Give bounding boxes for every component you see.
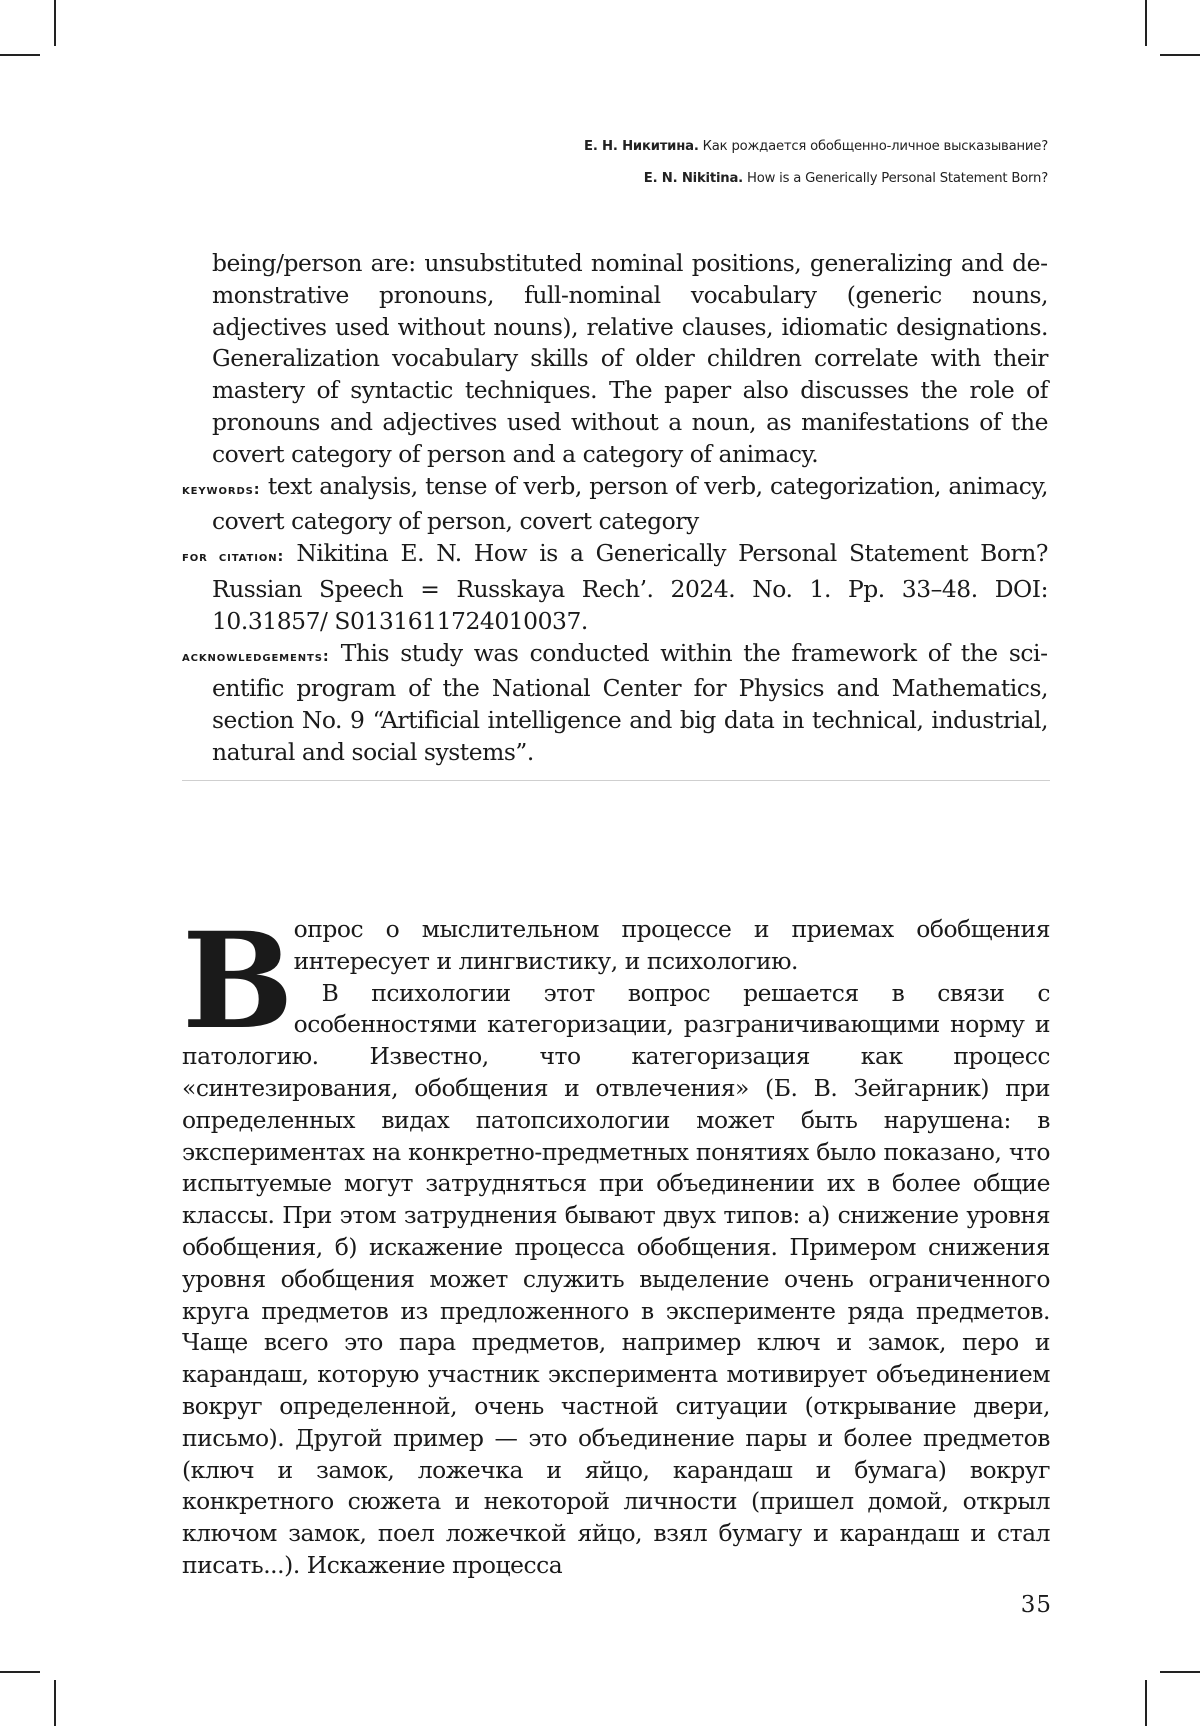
abstract-block (182, 248, 1048, 769)
page-number: 35 (1020, 1592, 1052, 1618)
keywords-entry (182, 471, 1048, 539)
crop-mark-bottom-left (54, 1680, 56, 1726)
acknowledgements-text: This study was conducted within the framework of the scientific program of the National Center for Physics and Mathematics, section No. 9 “Artificial intelligence and big data in technical, industrial, natural and social systems”. (212, 638, 1048, 766)
running-head-ru-title: Как рождается обобщенно-личное высказывание? (702, 139, 1048, 154)
citation-text: Nikitina E. N. How is a Generically Personal Statement Born? Russian Speech = Russkaya Rech’. 2024. No. 1. Pp. 33–48. DOI: 10.31857/ S0131611724010037. (212, 539, 1048, 635)
section-divider (182, 780, 1050, 781)
acknowledgements-label: acknowledgements: (182, 648, 330, 665)
keywords-label: keywords: (182, 481, 261, 498)
acknowledgements-entry (182, 638, 1048, 769)
crop-mark-top-right (1145, 0, 1147, 46)
crop-mark-bottom-right (1145, 1680, 1147, 1726)
first-paragraph-text: опрос о мыслительном процессе и приемах обобщения интересует и лингвистику, и психологию. (293, 915, 1050, 975)
abstract-continuation: being/person are: unsubstituted nominal positions, generalizing and demonstrative pronouns, full-nominal vocabulary (generic nouns, adjectives used without nouns), relative clauses, idiomatic designations. Generalization vocabulary skills of older children correlate with their mastery of syntactic techniques. The paper also discusses the role of pronouns and adjectives used without a noun, as manifestations of the covert category of person and a category of animacy. (212, 249, 1048, 468)
article-body (182, 862, 1050, 1582)
running-head-ru (584, 139, 1048, 154)
running-head-en (644, 171, 1048, 186)
drop-cap: В (182, 904, 292, 1059)
running-head-en-title: How is a Generically Personal Statement Born? (746, 171, 1048, 186)
crop-mark-top-left-h (0, 54, 40, 56)
crop-mark-bottom-left-h (0, 1671, 40, 1673)
keywords-text: text analysis, tense of verb, person of verb, categorization, animacy, covert category of person, covert category (212, 471, 1048, 536)
article-second-paragraph: В психологии этот вопрос решается в связи с особенностями категоризации, разграничивающими норму и патологию. Известно, что категоризация как процесс «синтезирования, обобщения и отвлечения» (Б. В. Зейгарник) при определенных видах патопсихологии может быть нарушена: в экспериментах на конкретно-предметных понятиях было показано, что испытуемые могут затрудняться при объединении их в более общие классы. При этом затруднения бывают двух типов: а) снижение уровня обобщения, б) искажение процесса обобщения. Примером снижения уровня обобщения может служить выделение очень ограниченного круга предметов из предложенного в эксперименте ряда предметов. Чаще всего это пара предметов, например ключ и замок, перо и карандаш, которую участник эксперимента мотивирует объединением вокруг определенной, очень частной ситуации (открывание двери, письмо). Другой пример — это объединение пары и более предметов (ключ и замок, ложечка и яйцо, карандаш и бумага) вокруг конкретного сюжета и некоторой личности (пришел домой, открыл ключом замок, поел ложечкой яйцо, взял бумагу и карандаш и стал писать...). Искажение процесса (182, 978, 1050, 1579)
citation-entry (182, 538, 1048, 637)
article-first-paragraph (182, 862, 1050, 1059)
running-head-en-author: E. N. Nikitina. (643, 171, 743, 186)
citation-label: for citation: (182, 549, 285, 566)
running-head-ru-author: Е. Н. Никитина. (584, 139, 699, 154)
crop-mark-bottom-right-h (1160, 1671, 1200, 1673)
crop-mark-top-right-h (1160, 54, 1200, 56)
crop-mark-top-left (54, 0, 56, 46)
